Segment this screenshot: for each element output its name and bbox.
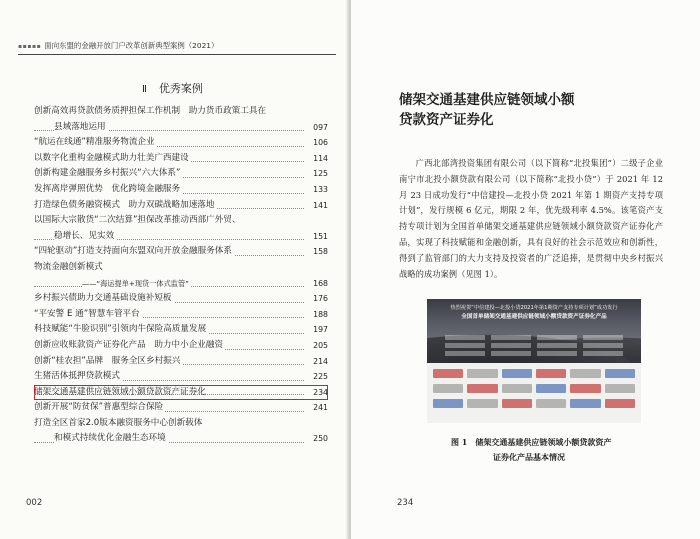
toc-entry[interactable]: [34, 291, 328, 307]
logo-icon: [433, 399, 463, 408]
figure-image: [427, 299, 641, 423]
logo-icon: [467, 384, 497, 393]
toc-entry-title: ——“海运提单+现货一体式监管”: [82, 278, 189, 288]
toc-entry[interactable]: [34, 369, 328, 385]
toc-entry-title: 稳增长、见实效: [54, 230, 115, 241]
toc-page-number: 168: [311, 276, 328, 292]
toc-page-number: 176: [311, 291, 328, 307]
toc-entry-title: 创新构建金融服务乡村振兴“六大体系”: [34, 168, 181, 179]
toc-entry[interactable]: [34, 276, 328, 292]
running-header-text: 面向东盟的金融开放门户改革创新典型案例（2021）: [44, 41, 219, 50]
toc-entry[interactable]: [34, 166, 328, 182]
header-rule: [18, 54, 336, 55]
logo-icon: [536, 369, 566, 378]
logo-icon: [536, 384, 566, 393]
toc-entry-title: 生猪活体抵押贷款模式: [34, 371, 120, 382]
logo-icon: [570, 384, 600, 393]
caption-line1: 储架交通基建供应链领域小额贷款资产: [475, 437, 612, 447]
logo-icon: [570, 369, 600, 378]
logo-icon: [467, 369, 497, 378]
toc-entry[interactable]: [34, 400, 328, 416]
toc-page-number: 125: [311, 166, 328, 182]
left-page: [0, 0, 349, 539]
toc-entry-title: “四轮驱动”打造支持面向东盟双向开放金融服务体系: [34, 246, 232, 257]
logo-icon: [433, 369, 463, 378]
toc-entry[interactable]: [34, 182, 328, 198]
toc-entry-title: 科技赋能“牛脸识别”引领肉牛保险高质量发展: [34, 324, 207, 335]
toc-entry[interactable]: [34, 322, 328, 338]
section-title: [142, 80, 203, 96]
toc-entry[interactable]: [34, 213, 328, 229]
toc-page-number: 133: [311, 182, 328, 198]
toc-entry[interactable]: [34, 104, 328, 120]
toc-entry[interactable]: [34, 431, 328, 447]
toc-entry[interactable]: [34, 416, 328, 432]
toc-entry-highlighted[interactable]: [34, 385, 328, 401]
table-of-contents: [34, 104, 328, 447]
article-title-line1: 储架交通基建供应链领域小额: [399, 92, 575, 108]
caption-line2: 证券化产品基本情况: [493, 452, 565, 462]
logo-icon: [605, 399, 635, 408]
right-page-number: 234: [397, 498, 414, 508]
toc-entry[interactable]: [34, 307, 328, 323]
toc-entry-title: “平安警 E 通”智慧车管平台: [34, 308, 140, 319]
article-title-line2: 贷款资产证券化: [399, 112, 494, 128]
toc-page-number: 205: [311, 338, 328, 354]
toc-entry-title: “航运在线通”精准服务物流企业: [34, 137, 155, 148]
toc-entry-title: 以数字化重构金融模式助力壮美广西建设: [34, 152, 189, 163]
toc-entry[interactable]: [34, 244, 328, 260]
toc-entry[interactable]: [34, 354, 328, 370]
logo-icon: [502, 369, 532, 378]
toc-entry-title: 乡村振兴债助力交通基础设施补短板: [34, 293, 172, 304]
logo-icon: [502, 384, 532, 393]
toc-page-number: 106: [311, 135, 328, 151]
toc-page-number: 114: [311, 151, 328, 167]
toc-entry-title: 发挥离岸弹照优势 优化跨境金融服务: [34, 183, 181, 194]
toc-page-number: 225: [311, 369, 328, 385]
logo-icon: [605, 384, 635, 393]
toc-page-number: 250: [311, 431, 328, 447]
logo-icon: [536, 399, 566, 408]
figure-subheadline: 全国首单储架交通基建供应链领域小额贷款资产证券化产品: [461, 314, 607, 320]
toc-entry-title: 和模式持续优化金融生态环境: [54, 433, 166, 444]
toc-entry[interactable]: [34, 260, 328, 276]
toc-page-number: 141: [311, 198, 328, 214]
toc-entry-title: 以国际大宗散货“二次结算”担保改革推动西部广外贸、: [34, 215, 241, 226]
toc-entry[interactable]: [34, 151, 328, 167]
toc-entry-title: 创新高效再贷款债务质押担保工作机制 助力货币政策工具在: [34, 106, 267, 116]
logo-icon: [467, 399, 497, 408]
toc-entry-title: 创新“桂农担”品牌 服务全区乡村振兴: [34, 355, 181, 366]
toc-page-number: 197: [311, 322, 328, 338]
article-paragraph: 广西北部湾投资集团有限公司（以下简称“北投集团”）二级子企业南宁市北投小额贷款有限公司（以下简称“北投小贷”）于 2021 年 12 月 23 日成功发行“中信建投—北投小贷 2021 年第 1 期资产支持专项计划”，发行规模 6 亿元，期限 2 年，优先级利率 4.5%。该笔资产支持专项计划为全国首单储架交通基建供应链领域小额贷款资产证券化产品，实现了科技赋能和金融创新，具有良好的社会示范效应和创新性，得到了监管部门的大力支持及投资者的广泛追捧，是贯彻中央乡村振兴战略的成功案例（见图 1）。: [399, 158, 663, 279]
logo-icon: [502, 399, 532, 408]
toc-entry[interactable]: [34, 198, 328, 214]
toc-page-number: 214: [311, 354, 328, 370]
toc-page-number: 158: [311, 244, 328, 260]
toc-entry[interactable]: [34, 229, 328, 245]
logo-icon: [433, 384, 463, 393]
figure-stats-table: [445, 333, 623, 357]
header-dots-decoration: ▪▪▪▪▪: [18, 43, 42, 50]
running-header: [18, 40, 328, 51]
toc-entry-title: 储架交通基建供应链领域小额贷款资产证券化: [34, 386, 206, 397]
toc-entry-title: 打造绿色债务融资模式 助力双碳战略加速落地: [34, 199, 215, 210]
logo-icon: [605, 369, 635, 378]
toc-entry[interactable]: [34, 135, 328, 151]
article-body: [399, 156, 663, 282]
section-title-text: 优秀案例: [158, 82, 203, 95]
toc-entry-title: 创新应收账款资产证券化产品 助力中小企业融资: [34, 339, 224, 350]
toc-entry-title: 创新开展“防贫保”普惠型综合保险: [34, 402, 164, 413]
toc-page-number: 188: [311, 307, 328, 323]
toc-entry-title: 物流金融创新模式: [34, 261, 103, 272]
section-number: Ⅱ: [142, 84, 147, 95]
logo-icon: [570, 399, 600, 408]
figure-logo-band: [427, 363, 641, 423]
article-title: [399, 90, 669, 130]
toc-entry[interactable]: [34, 120, 328, 136]
toc-page-number: 241: [311, 400, 328, 416]
toc-entry-title: 打造全区首家2.0版本融资服务中心创新载体: [34, 417, 203, 428]
toc-page-number: 097: [311, 120, 328, 136]
figure-caption: [451, 435, 651, 465]
toc-page-number: 234: [313, 387, 328, 397]
toc-entry[interactable]: [34, 338, 328, 354]
left-page-number: 002: [26, 498, 43, 508]
toc-entry-title: 县域落地运用: [54, 121, 106, 132]
toc-page-number: 151: [311, 229, 328, 245]
caption-label: 图 1: [451, 437, 468, 447]
figure-headline: 热烈祝贺“中信建投—北投小贷2021年第1期资产支持专项计划”成功发行: [450, 305, 618, 311]
